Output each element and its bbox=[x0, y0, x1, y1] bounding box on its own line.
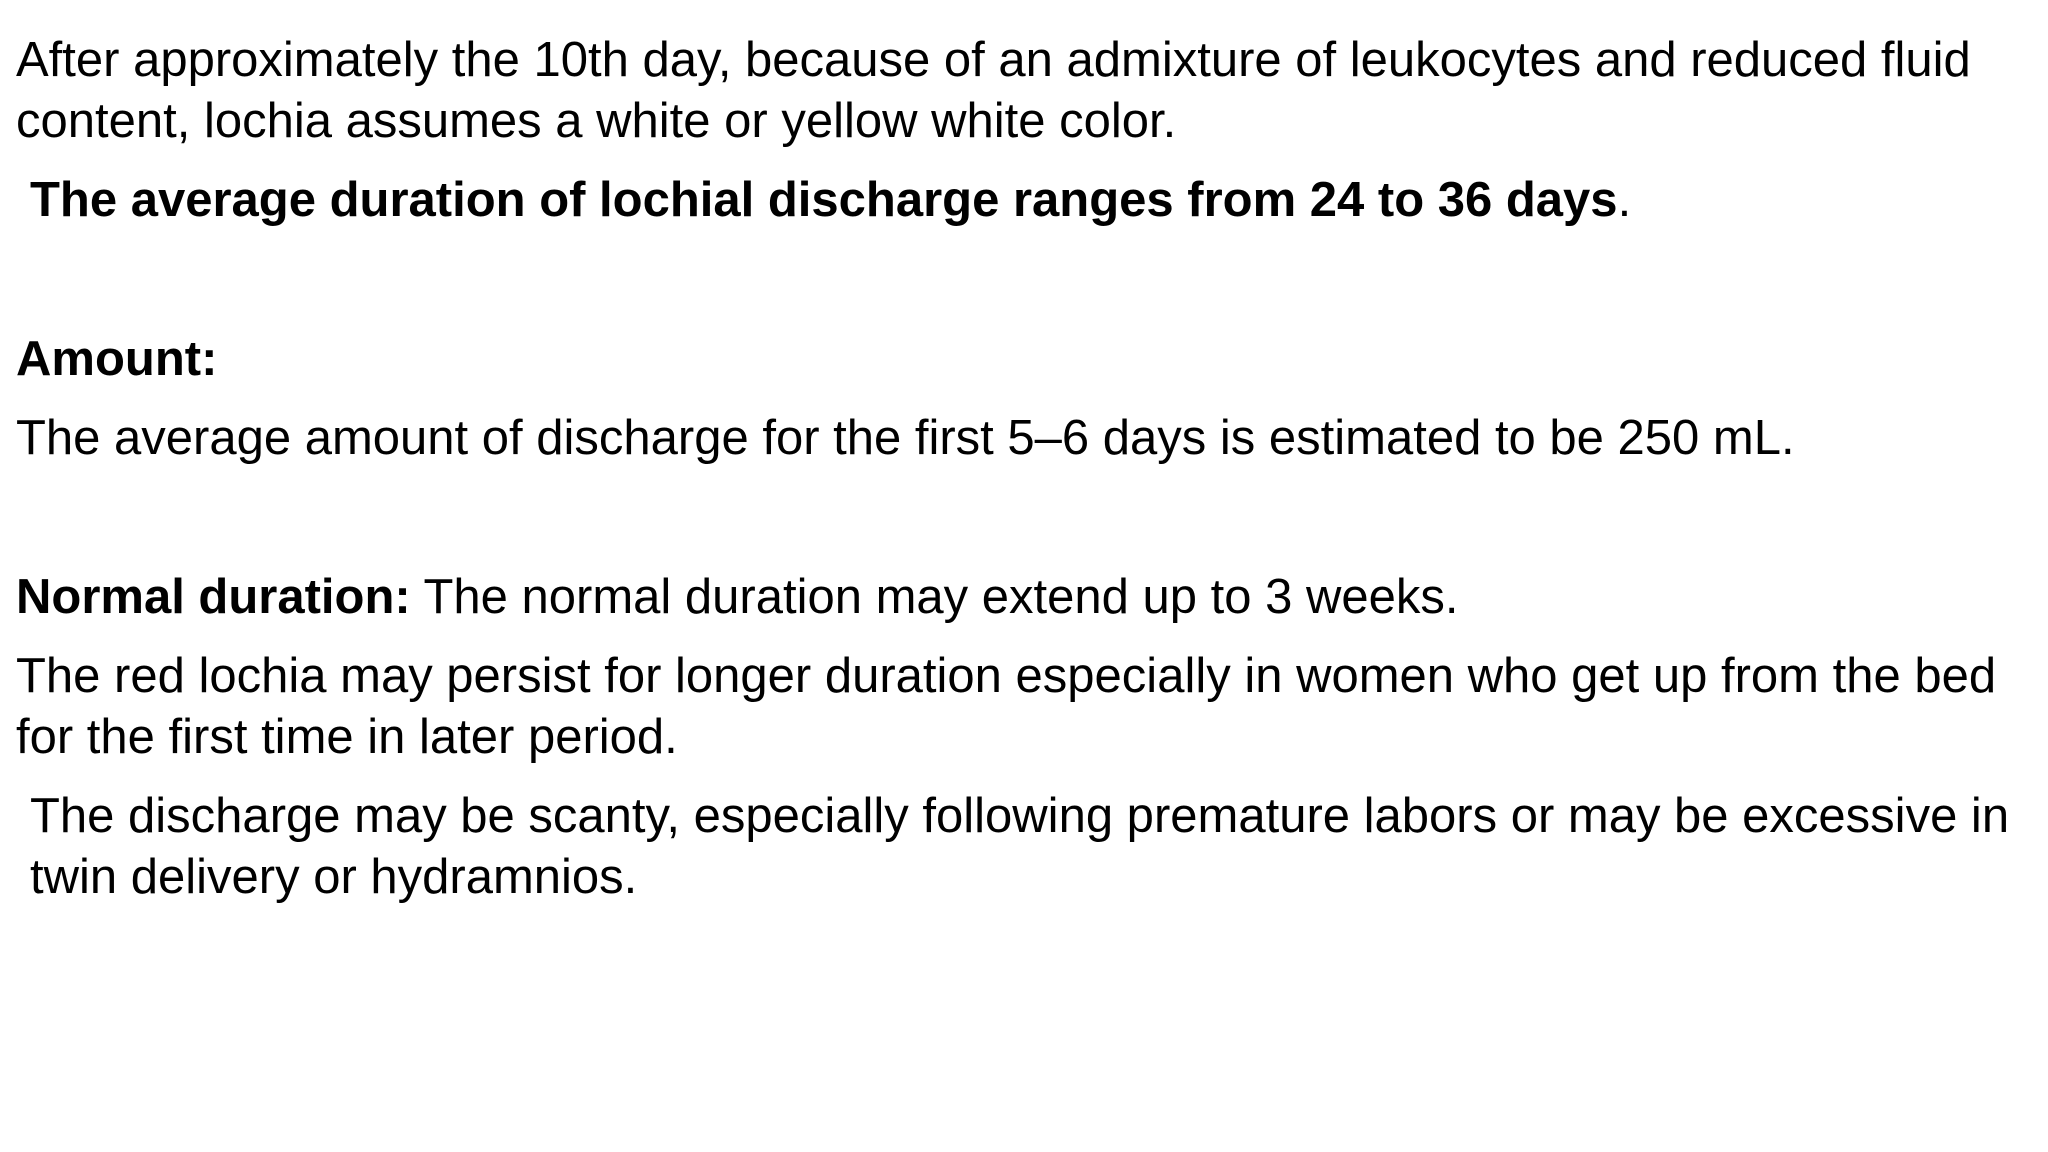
amount-paragraph: The average amount of discharge for the first 5–6 days is estimated to be 250 mL. bbox=[16, 411, 1795, 465]
average-duration-bold: The average duration of lochial discharge ranges from 24 to 36 days bbox=[30, 173, 1618, 227]
amount-heading bbox=[16, 329, 2026, 390]
normal-duration-label: Normal duration: bbox=[16, 570, 411, 624]
normal-duration-paragraph bbox=[16, 567, 2026, 628]
amount-heading-label: Amount: bbox=[16, 332, 218, 386]
leukocytes-paragraph: After approximately the 10th day, because of an admixture of leukocytes and reduced fluid content, lochia assumes a white or yellow white color. bbox=[16, 33, 1971, 148]
scanty-discharge-paragraph: The discharge may be scanty, especially following premature labors or may be excessive in twin delivery or hydramnios. bbox=[30, 789, 2010, 904]
normal-duration-text: The normal duration may extend up to 3 weeks. bbox=[410, 570, 1459, 624]
average-duration-period: . bbox=[1617, 173, 1632, 227]
slide-content bbox=[16, 30, 2026, 908]
average-duration-paragraph bbox=[16, 170, 2026, 231]
red-lochia-paragraph: The red lochia may persist for longer duration especially in women who get up from the bed for the first time in later period. bbox=[16, 649, 1997, 764]
